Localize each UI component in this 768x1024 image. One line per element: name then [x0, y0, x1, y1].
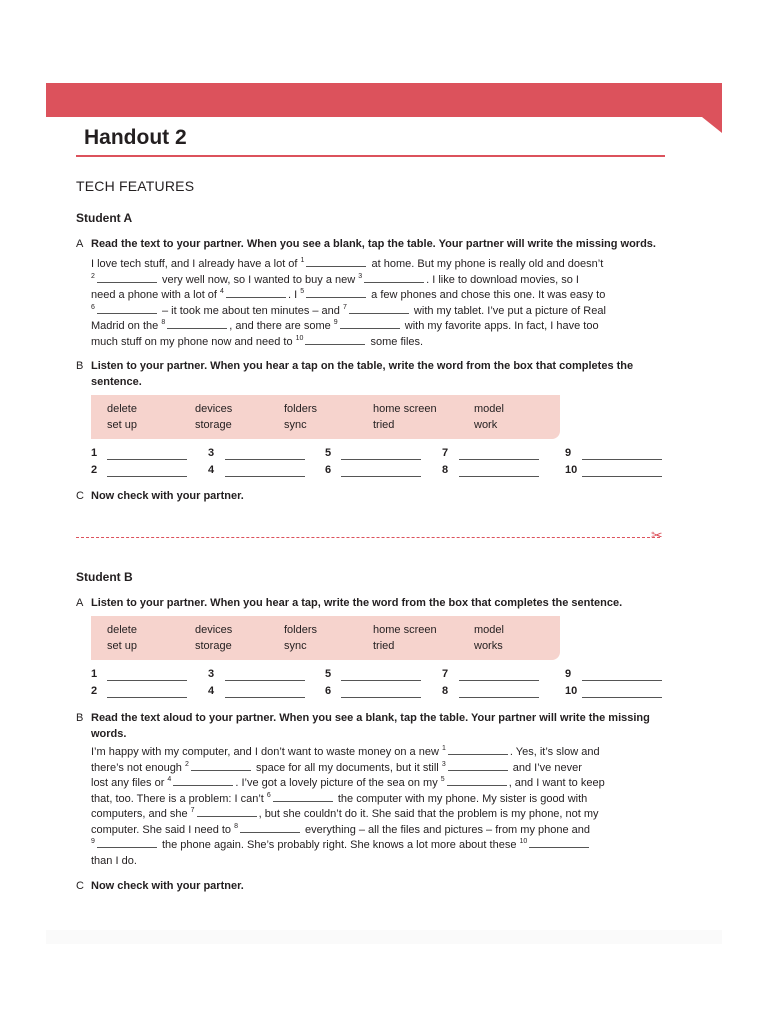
instruction-letter: C: [76, 490, 84, 502]
text-segment: – it took me about ten minutes – and: [158, 304, 343, 317]
word-box-item: folders: [284, 624, 318, 636]
blank-line: [306, 288, 366, 298]
blank-number: 5: [300, 288, 305, 295]
answer-number: 7: [442, 668, 449, 680]
blank-line: [305, 335, 365, 345]
text-segment: very well now, so I wanted to buy a new: [158, 273, 359, 286]
blank-number: 5: [440, 776, 445, 783]
answer-number: 8: [442, 464, 449, 476]
answer-number: 6: [325, 685, 332, 697]
student-a-text: [91, 257, 651, 350]
student-b-text: [91, 745, 651, 869]
word-box-item: home screen: [373, 624, 437, 636]
word-box-item: devices: [195, 624, 233, 636]
scissors-icon: ✂: [651, 527, 663, 543]
text-segment: , but she couldn’t do it. She said that the problem is my phone, not my: [258, 808, 599, 820]
text-segment: and I’ve never: [509, 761, 582, 774]
text-segment: with my favorite apps. In fact, I have too: [401, 320, 599, 332]
student-b-heading: Student B: [76, 570, 133, 584]
answer-number: 5: [325, 668, 332, 680]
instruction-text: Listen to your partner. When you hear a tap on the table, write the word from the box that completes the sentence.: [91, 360, 634, 388]
text-segment: the phone again. She’s probably right. She knows a lot more about these: [158, 839, 520, 851]
answer-number: 9: [565, 447, 572, 459]
word-box-item: model: [474, 624, 504, 636]
blank-line: [364, 273, 424, 283]
blank-line: [167, 319, 227, 329]
blank-line: [240, 823, 300, 833]
instruction-letter: B: [76, 360, 84, 372]
text-segment: lost any files or: [91, 777, 168, 789]
blank-line: [349, 304, 409, 314]
blank-number: 3: [358, 272, 363, 280]
blank-number: 9: [91, 838, 95, 845]
student-b-instruction-c: [76, 879, 676, 895]
text-line: [91, 823, 651, 839]
text-segment: at home. But my phone is really old and doesn’t: [368, 258, 604, 270]
blank-line: [97, 273, 157, 283]
text-segment: . I’ve got a lovely picture of the sea on my: [235, 777, 441, 789]
blank-line: [191, 761, 251, 771]
text-line: [91, 807, 651, 823]
student-b-word-box: [91, 616, 560, 660]
blank-line: [173, 776, 233, 786]
blank-number: 10: [519, 838, 528, 845]
text-segment: I’m happy with my computer, and I don’t want to waste money on a new: [91, 746, 442, 758]
word-box-item: sync: [284, 419, 307, 431]
word-box-item: works: [474, 640, 503, 652]
word-box-item: sync: [284, 640, 307, 652]
text-segment: space for all my documents, but it still: [252, 761, 442, 774]
answer-number: 1: [91, 668, 98, 680]
word-box-item: storage: [195, 419, 232, 431]
blank-number: 2: [91, 272, 95, 280]
answer-line[interactable]: [107, 459, 187, 460]
text-segment: everything – all the files and pictures – from my phone and: [302, 823, 590, 836]
text-line: [91, 745, 651, 761]
blank-line: [97, 304, 157, 314]
answer-number: 9: [565, 668, 572, 680]
blank-number: 2: [184, 760, 189, 768]
answer-number: 10: [565, 685, 578, 697]
answer-line[interactable]: [341, 476, 421, 477]
word-box-item: set up: [107, 419, 137, 431]
header-banner-tip: [702, 117, 722, 133]
answer-line[interactable]: [225, 459, 305, 460]
text-segment: the computer with my phone. My sister is good with: [334, 792, 588, 805]
answer-number: 6: [325, 464, 332, 476]
answer-line[interactable]: [107, 697, 187, 698]
text-segment: need a phone with a lot of: [91, 289, 221, 301]
text-line: [91, 792, 651, 808]
blank-number: 4: [220, 288, 224, 295]
student-a-heading: Student A: [76, 211, 133, 225]
word-box-item: home screen: [373, 403, 437, 415]
blank-number: 7: [342, 303, 347, 311]
answer-line[interactable]: [341, 697, 421, 698]
page-bottom-edge: [46, 930, 722, 944]
answer-line[interactable]: [582, 697, 662, 698]
text-line: [91, 854, 651, 870]
text-segment: than I do.: [91, 854, 137, 867]
text-segment: computers, and she: [91, 808, 191, 820]
answer-line[interactable]: [107, 476, 187, 477]
blank-number: 9: [333, 319, 338, 326]
text-segment: a few phones and chose this one. It was easy to: [368, 289, 606, 301]
student-b-instruction-b: [76, 711, 676, 742]
text-segment: I love tech stuff, and I already have a lot of: [91, 258, 301, 270]
student-a-word-box: [91, 395, 560, 439]
answer-line[interactable]: [459, 476, 539, 477]
text-segment: with my tablet. I’ve put a picture of Real: [410, 304, 606, 317]
word-box-item: set up: [107, 640, 137, 652]
text-segment: . I: [287, 289, 301, 301]
student-a-instruction-c: [76, 489, 676, 505]
word-box-item: devices: [195, 403, 233, 415]
text-segment: some files.: [367, 335, 424, 348]
word-box-item: folders: [284, 403, 318, 415]
text-segment: . I like to download movies, so I: [426, 273, 579, 286]
blank-line: [97, 838, 157, 848]
word-box-item: tried: [373, 419, 395, 431]
answer-line[interactable]: [225, 680, 305, 681]
blank-line: [448, 745, 508, 755]
cut-line: [76, 537, 660, 538]
instruction-text: Listen to your partner. When you hear a tap, write the word from the box that completes the sentence.: [91, 597, 623, 609]
answer-line[interactable]: [459, 680, 539, 681]
blank-line: [340, 319, 400, 329]
answer-line[interactable]: [341, 459, 421, 460]
answer-line[interactable]: [107, 680, 187, 681]
student-b-instruction-a: [76, 596, 676, 612]
text-segment: computer. She said I need to: [91, 823, 235, 836]
blank-number: 4: [167, 776, 172, 783]
instruction-letter: B: [76, 712, 84, 724]
blank-number: 1: [441, 745, 446, 752]
word-box-item: storage: [195, 640, 232, 652]
blank-number: 8: [161, 319, 166, 326]
blank-number: 10: [295, 334, 304, 342]
text-line: [91, 257, 651, 273]
text-line: [91, 304, 651, 320]
answer-number: 7: [442, 447, 449, 459]
text-line: [91, 273, 651, 289]
word-box-item: delete: [107, 624, 137, 636]
blank-line: [226, 288, 286, 298]
blank-number: 3: [441, 760, 446, 768]
text-line: [91, 288, 651, 304]
answer-line[interactable]: [459, 697, 539, 698]
answer-number: 8: [442, 685, 449, 697]
section-title: TECH FEATURES: [76, 178, 195, 194]
text-line: [91, 761, 651, 777]
text-line: [91, 335, 651, 351]
answer-number: 3: [208, 447, 215, 459]
blank-number: 7: [190, 807, 195, 814]
text-segment: much stuff on my phone now and need to: [91, 335, 296, 348]
blank-line: [448, 761, 508, 771]
text-line: [91, 838, 651, 854]
text-segment: there’s not enough: [91, 761, 185, 774]
text-line: [91, 319, 651, 335]
answer-line[interactable]: [225, 476, 305, 477]
instruction-text: Now check with your partner.: [91, 490, 244, 502]
instruction-letter: A: [76, 597, 84, 609]
answer-number: 5: [325, 447, 332, 459]
answer-number: 3: [208, 668, 215, 680]
text-segment: Madrid on the: [91, 320, 162, 332]
student-a-instruction-a: [76, 237, 676, 253]
blank-number: 6: [91, 303, 95, 311]
answer-number: 2: [91, 464, 98, 476]
answer-line[interactable]: [225, 697, 305, 698]
answer-number: 2: [91, 685, 98, 697]
blank-number: 8: [234, 822, 238, 830]
blank-line: [529, 838, 589, 848]
blank-number: 6: [266, 791, 271, 799]
answer-line[interactable]: [582, 459, 662, 460]
word-box-item: delete: [107, 403, 137, 415]
instruction-text: Read the text to your partner. When you see a blank, tap the table. Your partner will write the missing words.: [91, 238, 656, 250]
answer-line[interactable]: [341, 680, 421, 681]
answer-number: 4: [208, 464, 215, 476]
instruction-letter: A: [76, 238, 84, 250]
page-title: Handout 2: [84, 126, 187, 149]
text-segment: , and there are some: [229, 320, 334, 332]
blank-line: [447, 776, 507, 786]
answer-number: 4: [208, 685, 215, 697]
instruction-text: Read the text aloud to your partner. When you see a blank, tap the table. Your partner will write the missing words.: [91, 712, 650, 740]
text-segment: , and I want to keep: [508, 777, 605, 789]
blank-line: [273, 792, 333, 802]
header-banner: [46, 83, 722, 117]
answer-line[interactable]: [582, 476, 662, 477]
blank-line: [197, 807, 257, 817]
text-line: [91, 776, 651, 792]
title-underline: [76, 155, 665, 157]
answer-line[interactable]: [459, 459, 539, 460]
blank-number: 1: [300, 257, 305, 264]
instruction-letter: C: [76, 880, 84, 892]
word-box-item: tried: [373, 640, 395, 652]
text-segment: that, too. There is a problem: I can’t: [91, 792, 267, 805]
text-segment: . Yes, it’s slow and: [509, 746, 600, 758]
word-box-item: work: [474, 419, 498, 431]
answer-number: 10: [565, 464, 578, 476]
answer-line[interactable]: [582, 680, 662, 681]
word-box-item: model: [474, 403, 504, 415]
student-a-instruction-b: [76, 359, 676, 390]
blank-line: [306, 257, 366, 267]
instruction-text: Now check with your partner.: [91, 880, 244, 892]
answer-number: 1: [91, 447, 98, 459]
